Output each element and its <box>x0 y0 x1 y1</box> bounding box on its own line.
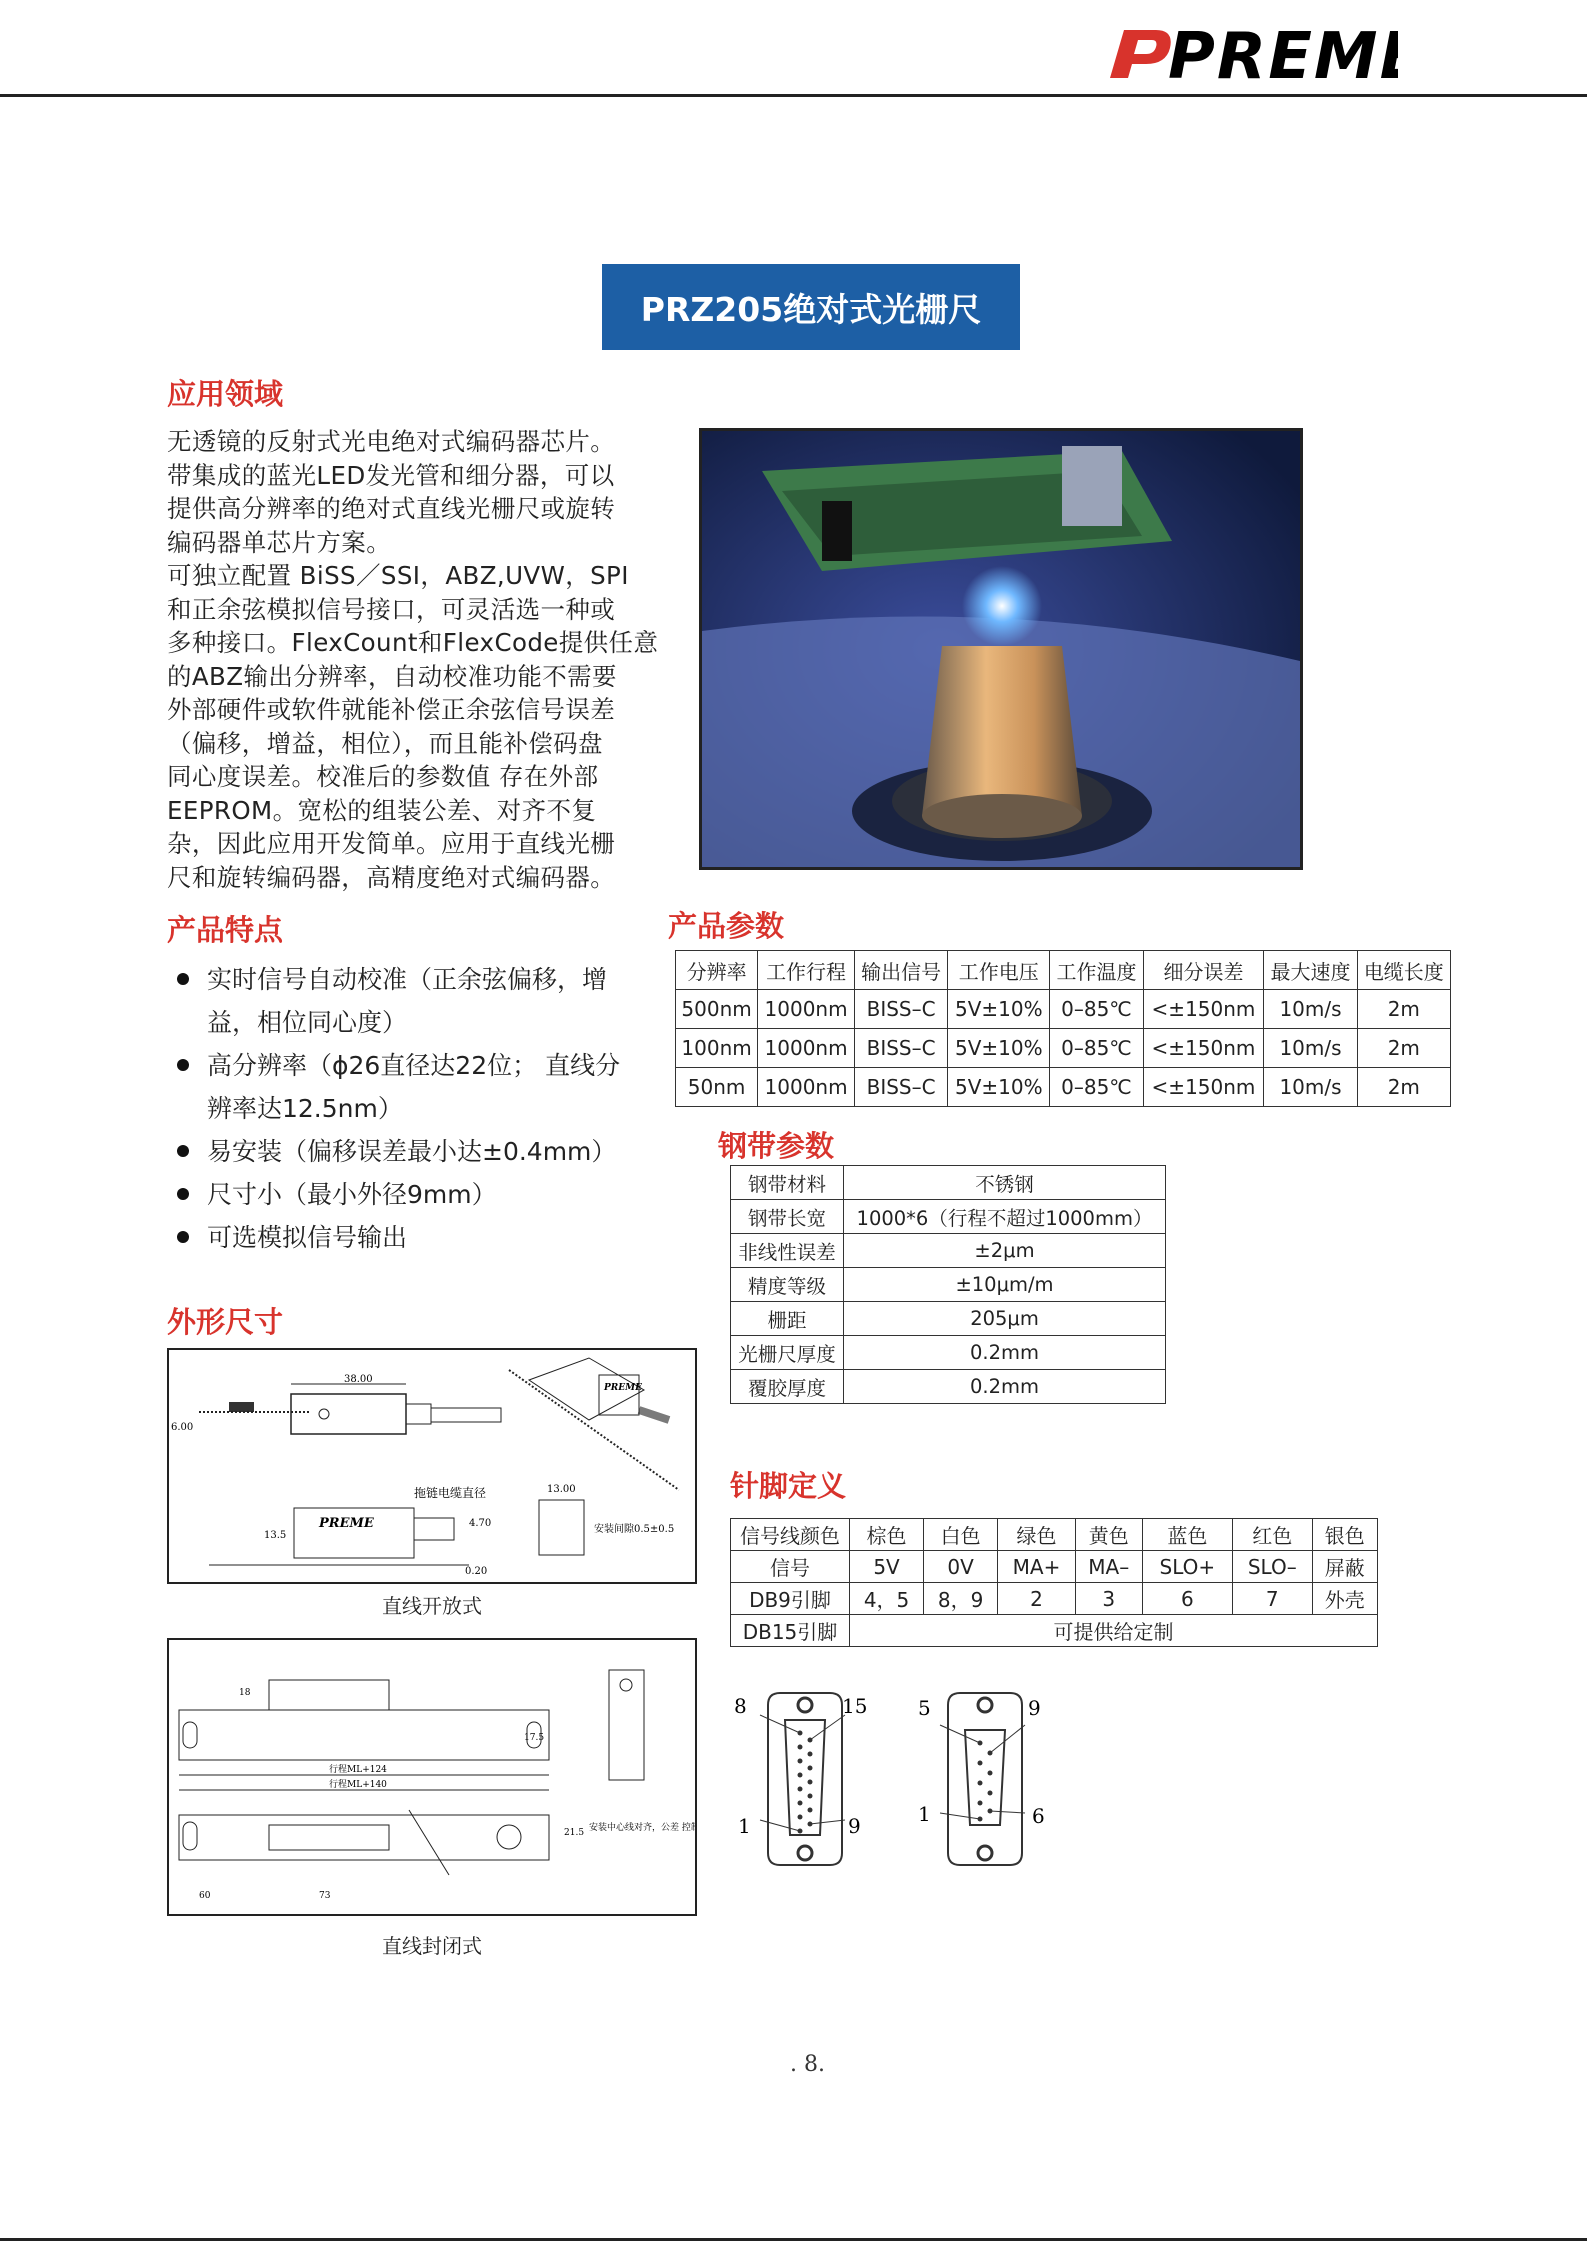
product-photo <box>699 428 1303 870</box>
table-cell: 外壳 <box>1312 1583 1377 1615</box>
table-cell: 黄色 <box>1075 1519 1142 1551</box>
table-cell: 覆胶厚度 <box>731 1370 844 1404</box>
open-type-drawing <box>167 1348 697 1584</box>
table-cell: DB15引脚 <box>731 1615 850 1647</box>
svg-text:拖链电缆直径: 拖链电缆直径 <box>414 1486 487 1500</box>
table-cell: 红色 <box>1233 1519 1313 1551</box>
table-cell: BISS–C <box>854 1029 947 1068</box>
brand-logo <box>1098 18 1398 94</box>
table-cell: 5V±10% <box>948 1068 1050 1107</box>
table-cell: 50nm <box>676 1068 758 1107</box>
table-cell: DB9引脚 <box>731 1583 850 1615</box>
svg-text:21.5: 21.5 <box>564 1828 585 1838</box>
table-cell: 0–85℃ <box>1050 1068 1143 1107</box>
svg-text:0.20: 0.20 <box>465 1566 488 1577</box>
table-cell: MA– <box>1075 1551 1142 1583</box>
table-cell: 钢带材料 <box>731 1166 844 1200</box>
header-rule <box>0 94 1587 97</box>
table-cell: 0–85℃ <box>1050 1029 1143 1068</box>
table-cell: 可提供给定制 <box>850 1615 1378 1647</box>
table-cell: 5V±10% <box>948 990 1050 1029</box>
table-cell: 10m/s <box>1264 1068 1357 1107</box>
table-cell: 2m <box>1357 990 1450 1029</box>
column-header: 分辨率 <box>676 951 758 990</box>
table-row <box>731 1166 1166 1200</box>
table-row <box>731 1583 1378 1615</box>
table-row <box>676 1068 1451 1107</box>
svg-text:PREME: PREME <box>604 1383 642 1393</box>
closed-type-caption: 直线封闭式 <box>382 1934 482 1958</box>
table-cell: 1000nm <box>758 990 855 1029</box>
table-cell: 钢带长宽 <box>731 1200 844 1234</box>
svg-text:4.70: 4.70 <box>469 1518 492 1529</box>
svg-text:1: 1 <box>918 1802 931 1826</box>
column-header: 工作温度 <box>1050 951 1143 990</box>
svg-text:5: 5 <box>918 1696 931 1720</box>
svg-text:13.5: 13.5 <box>264 1530 287 1541</box>
table-cell: 1000nm <box>758 1068 855 1107</box>
svg-text:安装间隙0.5±0.5: 安装间隙0.5±0.5 <box>594 1524 675 1535</box>
feature-item: 高分辨率（ϕ26直径达22位； 直线分 辨率达12.5nm） <box>167 1044 677 1130</box>
table-row <box>731 1200 1166 1234</box>
table-cell: 0.2mm <box>844 1336 1166 1370</box>
svg-text:15: 15 <box>842 1694 868 1718</box>
table-cell: 0V <box>924 1551 998 1583</box>
pins-table <box>730 1518 1378 1647</box>
db15-connector-diagram <box>730 1685 880 1875</box>
column-header: 最大速度 <box>1264 951 1357 990</box>
svg-text:60: 60 <box>199 1891 211 1901</box>
table-cell: ±2μm <box>844 1234 1166 1268</box>
table-cell: <±150nm <box>1143 990 1264 1029</box>
table-row <box>731 1551 1378 1583</box>
table-cell: 5V±10% <box>948 1029 1050 1068</box>
column-header: 输出信号 <box>854 951 947 990</box>
svg-text:行程ML+140: 行程ML+140 <box>329 1780 387 1790</box>
table-cell: 10m/s <box>1264 1029 1357 1068</box>
feature-item: 易安装（偏移误差最小达±0.4mm） <box>167 1130 677 1173</box>
closed-type-drawing <box>167 1638 697 1916</box>
dimensions-heading: 外形尺寸 <box>167 1305 284 1339</box>
column-header: 工作电压 <box>948 951 1050 990</box>
feature-list <box>167 958 677 1259</box>
table-cell: 10m/s <box>1264 990 1357 1029</box>
table-cell: 信号线颜色 <box>731 1519 850 1551</box>
application-text: 无透镜的反射式光电绝对式编码器芯片。 带集成的蓝光LED发光管和细分器，可以 提供高分辨率的绝对式直线光栅尺或旋转 编码器单芯片方案。 可独立配置 BiSS／SSI，ABZ,UVW，SPI 和正余弦模拟信号接口，可灵活选一种或 多种接口。FlexCount和FlexCode提供任意 的ABZ输出分辨率，自动校准功能不需要 外部硬件或软件就能补偿正余弦信号误差 （偏移，增益，相位），而且能补偿码盘 同心度误差。校准后的参数值 存在外部 EEPROM。宽松的组装公差、对齐不复 杂，因此应用开发简单。应用于直线光栅 尺和旋转编码器，高精度绝对式编码器。 <box>167 427 659 892</box>
svg-text:行程ML+124: 行程ML+124 <box>329 1765 387 1775</box>
svg-text:18: 18 <box>239 1688 251 1698</box>
page-number: . 8. <box>790 2052 825 2077</box>
table-cell: 绿色 <box>998 1519 1076 1551</box>
column-header: 工作行程 <box>758 951 855 990</box>
page-title: PRZ205绝对式光栅尺 <box>602 264 1020 350</box>
table-cell: 非线性误差 <box>731 1234 844 1268</box>
table-cell: 1000nm <box>758 1029 855 1068</box>
table-cell: 2m <box>1357 1068 1450 1107</box>
feature-item: 尺寸小（最小外径9mm） <box>167 1173 677 1216</box>
table-cell: 100nm <box>676 1029 758 1068</box>
feature-item: 实时信号自动校准（正余弦偏移，增 益，相位同心度） <box>167 958 677 1044</box>
table-cell: 6 <box>1142 1583 1232 1615</box>
svg-text:17.5: 17.5 <box>524 1733 545 1743</box>
table-cell: 205μm <box>844 1302 1166 1336</box>
features-heading: 产品特点 <box>167 913 284 947</box>
table-row <box>676 1029 1451 1068</box>
table-cell: 0.2mm <box>844 1370 1166 1404</box>
table-row <box>731 1519 1378 1551</box>
table-cell: 栅距 <box>731 1302 844 1336</box>
table-cell: ±10μm/m <box>844 1268 1166 1302</box>
table-cell: 屏蔽 <box>1312 1551 1377 1583</box>
svg-text:6.00: 6.00 <box>171 1422 194 1433</box>
open-type-caption: 直线开放式 <box>382 1594 482 1618</box>
pins-heading: 针脚定义 <box>730 1469 847 1503</box>
svg-text:9: 9 <box>1028 1696 1041 1720</box>
svg-text:安装中心线对齐，公差 控制在±0.1mm: 安装中心线对齐，公差 控 <box>589 1823 691 1833</box>
table-row <box>731 1268 1166 1302</box>
table-cell: 精度等级 <box>731 1268 844 1302</box>
table-cell: 不锈钢 <box>844 1166 1166 1200</box>
svg-text:8: 8 <box>734 1694 747 1718</box>
table-cell: 棕色 <box>850 1519 924 1551</box>
column-header: 电缆长度 <box>1357 951 1450 990</box>
svg-text:PREME: PREME <box>319 1516 374 1531</box>
table-cell: 白色 <box>924 1519 998 1551</box>
params-heading: 产品参数 <box>668 909 785 943</box>
table-cell: 7 <box>1233 1583 1313 1615</box>
table-cell: 2m <box>1357 1029 1450 1068</box>
application-heading: 应用领域 <box>167 377 284 411</box>
table-cell: BISS–C <box>854 990 947 1029</box>
table-cell: 信号 <box>731 1551 850 1583</box>
brand-text: PREM <box>1168 20 1380 94</box>
svg-text:73: 73 <box>319 1891 331 1901</box>
table-cell: 0–85℃ <box>1050 990 1143 1029</box>
svg-text:38.00: 38.00 <box>344 1374 373 1385</box>
table-cell: 光栅尺厚度 <box>731 1336 844 1370</box>
table-cell: 2 <box>998 1583 1076 1615</box>
svg-text:6: 6 <box>1032 1804 1045 1828</box>
table-row <box>731 1234 1166 1268</box>
params-table <box>675 950 1451 1107</box>
steel-table <box>730 1165 1166 1404</box>
table-row <box>731 1336 1166 1370</box>
footer-rule <box>0 2238 1587 2241</box>
table-cell: BISS–C <box>854 1068 947 1107</box>
table-cell: <±150nm <box>1143 1029 1264 1068</box>
table-cell: 3 <box>1075 1583 1142 1615</box>
db9-connector-diagram <box>910 1685 1060 1875</box>
table-row <box>676 990 1451 1029</box>
table-cell: 500nm <box>676 990 758 1029</box>
table-cell: SLO+ <box>1142 1551 1232 1583</box>
table-cell: MA+ <box>998 1551 1076 1583</box>
column-header: 细分误差 <box>1143 951 1264 990</box>
steel-heading: 钢带参数 <box>718 1129 835 1163</box>
table-cell: 1000*6（行程不超过1000mm） <box>844 1200 1166 1234</box>
feature-item: 可选模拟信号输出 <box>167 1216 677 1259</box>
table-cell: 蓝色 <box>1142 1519 1232 1551</box>
table-cell: 银色 <box>1312 1519 1377 1551</box>
table-header-row <box>676 951 1451 990</box>
table-row <box>731 1370 1166 1404</box>
table-cell: 4，5 <box>850 1583 924 1615</box>
table-cell: <±150nm <box>1143 1068 1264 1107</box>
table-row <box>731 1302 1166 1336</box>
svg-text:1: 1 <box>738 1814 751 1838</box>
table-cell: 5V <box>850 1551 924 1583</box>
table-cell: SLO– <box>1233 1551 1313 1583</box>
svg-text:13.00: 13.00 <box>547 1484 576 1495</box>
table-cell: 8，9 <box>924 1583 998 1615</box>
table-row <box>731 1615 1378 1647</box>
svg-text:9: 9 <box>848 1814 861 1838</box>
